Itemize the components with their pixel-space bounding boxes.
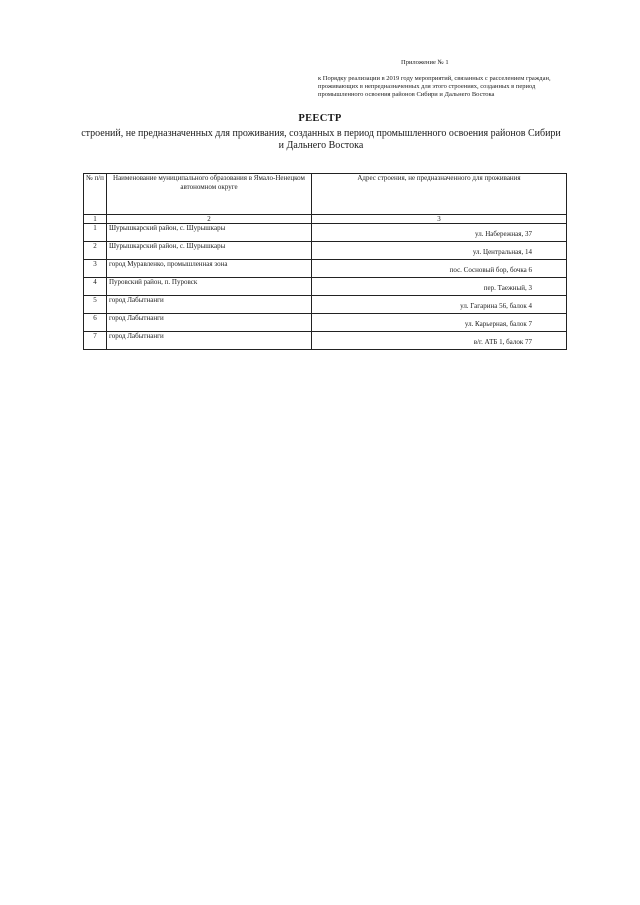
appendix-text: к Порядку реализации в 2019 году мероприятий, связанных с расселением граждан, проживающих в непредназначенных для этого строениях, созданных в период промышленного освоения районов Сибири и Дальнего Востока — [318, 75, 551, 98]
row-address: ул. Набережная, 37 — [312, 224, 567, 242]
row-number: 2 — [84, 242, 107, 260]
row-municipality: Шурышкарский район, с. Шурышкары — [107, 224, 312, 242]
registry-table — [83, 173, 567, 350]
row-municipality: Пуровский район, п. Пуровск — [107, 278, 312, 296]
row-number: 6 — [84, 314, 107, 332]
row-municipality: город Лабытнанги — [107, 332, 312, 350]
document-subtitle: строений, не предназначенных для проживания, созданных в период промышленного освоения районов Сибири и Дальнего Востока — [81, 128, 561, 151]
header-number: № п/п — [84, 174, 107, 215]
table-row — [84, 242, 567, 260]
row-number: 1 — [84, 224, 107, 242]
table-row — [84, 224, 567, 242]
column-number-1: 1 — [84, 215, 107, 224]
row-municipality: город Лабытнанги — [107, 296, 312, 314]
row-address: ул. Карьерная, балок 7 — [312, 314, 567, 332]
row-address: пер. Таежный, 3 — [312, 278, 567, 296]
column-number-2: 2 — [107, 215, 312, 224]
table-header-row — [84, 174, 567, 215]
row-address: в/г. АТБ 1, балок 77 — [312, 332, 567, 350]
column-number-3: 3 — [312, 215, 567, 224]
appendix-title: Приложение № 1 — [401, 59, 449, 66]
row-number: 4 — [84, 278, 107, 296]
table-row — [84, 314, 567, 332]
table-row — [84, 260, 567, 278]
row-address: ул. Центральная, 14 — [312, 242, 567, 260]
row-number: 5 — [84, 296, 107, 314]
header-address: Адрес строения, не предназначенного для проживания — [312, 174, 567, 215]
row-number: 3 — [84, 260, 107, 278]
table-row — [84, 296, 567, 314]
column-number-row — [84, 215, 567, 224]
table-row — [84, 332, 567, 350]
document-title: РЕЕСТР — [298, 113, 342, 124]
row-number: 7 — [84, 332, 107, 350]
row-municipality: Шурышкарский район, с. Шурышкары — [107, 242, 312, 260]
row-address: ул. Гагарина 56, балок 4 — [312, 296, 567, 314]
row-municipality: город Лабытнанги — [107, 314, 312, 332]
row-address: пос. Сосновый бор, бочка 6 — [312, 260, 567, 278]
row-municipality: город Муравленко, промышленная зона — [107, 260, 312, 278]
table-row — [84, 278, 567, 296]
header-municipality: Наименование муниципального образования в Ямало-Ненецком автономном округе — [107, 174, 312, 215]
